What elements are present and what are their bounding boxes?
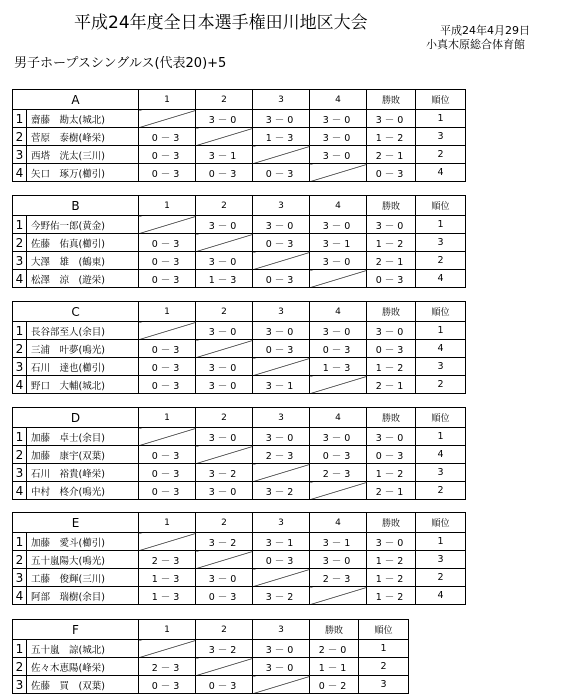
match-score: 2－3 xyxy=(310,464,367,482)
win-loss-record: 3－0 xyxy=(367,533,416,551)
match-score: 0－3 xyxy=(139,252,196,270)
match-score: 2－3 xyxy=(310,569,367,587)
pool-label: C xyxy=(13,302,139,322)
column-header-1: 1 xyxy=(139,620,196,640)
match-score: 3－0 xyxy=(310,110,367,128)
player-name: 加藤 卓士(余目) xyxy=(27,428,139,446)
column-header-1: 1 xyxy=(139,90,196,110)
player-name: 野口 大輔(城北) xyxy=(27,376,139,394)
match-score: 0－3 xyxy=(253,340,310,358)
player-rank: 4 xyxy=(416,270,466,288)
match-score: 3－0 xyxy=(310,252,367,270)
column-header-4: 4 xyxy=(310,196,367,216)
player-rank: 1 xyxy=(359,640,409,658)
match-score: 0－3 xyxy=(139,676,196,694)
player-name: 阿部 瑞樹(余目) xyxy=(27,587,139,605)
match-score: 0－3 xyxy=(139,482,196,500)
win-loss-record: 1－2 xyxy=(367,128,416,146)
player-number: 1 xyxy=(13,640,27,658)
column-header-win-loss: 勝敗 xyxy=(367,196,416,216)
win-loss-record: 3－0 xyxy=(367,216,416,234)
match-score: 0－3 xyxy=(310,340,367,358)
match-score: 0－3 xyxy=(139,270,196,288)
self-match-cell xyxy=(310,164,367,182)
pool-header-row xyxy=(13,620,409,640)
win-loss-record: 2－0 xyxy=(310,640,359,658)
self-match-cell xyxy=(310,482,367,500)
column-header-1: 1 xyxy=(139,196,196,216)
player-number: 2 xyxy=(13,234,27,252)
player-rank: 3 xyxy=(416,234,466,252)
self-match-cell xyxy=(139,533,196,551)
match-score: 3－1 xyxy=(196,146,253,164)
match-score: 3－2 xyxy=(253,587,310,605)
pool-label: E xyxy=(13,513,139,533)
player-number: 4 xyxy=(13,587,27,605)
player-rank: 1 xyxy=(416,110,466,128)
match-score: 0－3 xyxy=(139,128,196,146)
win-loss-record: 1－2 xyxy=(367,551,416,569)
column-header-win-loss: 勝敗 xyxy=(367,302,416,322)
match-score: 1－3 xyxy=(253,128,310,146)
table-row xyxy=(13,658,409,676)
match-score: 3－0 xyxy=(196,252,253,270)
match-score: 0－3 xyxy=(139,358,196,376)
match-score: 0－3 xyxy=(139,464,196,482)
player-number: 2 xyxy=(13,340,27,358)
win-loss-record: 0－2 xyxy=(310,676,359,694)
column-header-3: 3 xyxy=(253,620,310,640)
match-score: 0－3 xyxy=(253,234,310,252)
win-loss-record: 3－0 xyxy=(367,322,416,340)
pool-table-c xyxy=(12,301,466,394)
match-score: 3－0 xyxy=(310,428,367,446)
self-match-cell xyxy=(139,428,196,446)
pool-table-f xyxy=(12,619,409,694)
column-header-rank: 順位 xyxy=(416,196,466,216)
tournament-title: 平成24年度全日本選手権田川地区大会 xyxy=(74,13,368,33)
table-row xyxy=(13,358,466,376)
self-match-cell xyxy=(196,551,253,569)
table-row xyxy=(13,234,466,252)
player-rank: 4 xyxy=(416,164,466,182)
table-row xyxy=(13,676,409,694)
self-match-cell xyxy=(196,128,253,146)
player-rank: 1 xyxy=(416,322,466,340)
match-score: 0－3 xyxy=(139,446,196,464)
column-header-rank: 順位 xyxy=(359,620,409,640)
match-score: 0－3 xyxy=(253,551,310,569)
table-row xyxy=(13,128,466,146)
pool-table-d xyxy=(12,407,466,500)
table-row xyxy=(13,446,466,464)
match-score: 3－0 xyxy=(253,428,310,446)
pool-header-row xyxy=(13,90,466,110)
column-header-4: 4 xyxy=(310,408,367,428)
self-match-cell xyxy=(196,446,253,464)
pool-header-row xyxy=(13,196,466,216)
player-rank: 1 xyxy=(416,216,466,234)
match-score: 3－0 xyxy=(196,110,253,128)
table-row xyxy=(13,428,466,446)
win-loss-record: 1－2 xyxy=(367,234,416,252)
player-number: 4 xyxy=(13,376,27,394)
pool-header-row xyxy=(13,302,466,322)
column-header-2: 2 xyxy=(196,196,253,216)
match-score: 3－0 xyxy=(253,322,310,340)
match-score: 2－3 xyxy=(139,551,196,569)
match-score: 3－1 xyxy=(310,234,367,252)
table-row xyxy=(13,482,466,500)
player-number: 3 xyxy=(13,252,27,270)
column-header-rank: 順位 xyxy=(416,513,466,533)
player-rank: 3 xyxy=(416,128,466,146)
match-score: 1－3 xyxy=(139,587,196,605)
player-name: 西塔 洸太(三川) xyxy=(27,146,139,164)
match-score: 0－3 xyxy=(139,376,196,394)
self-match-cell xyxy=(253,464,310,482)
self-match-cell xyxy=(253,358,310,376)
win-loss-record: 1－2 xyxy=(367,358,416,376)
player-rank: 3 xyxy=(416,551,466,569)
match-score: 3－0 xyxy=(196,569,253,587)
event-venue: 小真木原総合体育館 xyxy=(426,38,525,51)
player-number: 1 xyxy=(13,322,27,340)
player-rank: 2 xyxy=(416,376,466,394)
match-score: 0－3 xyxy=(253,270,310,288)
self-match-cell xyxy=(139,640,196,658)
player-rank: 2 xyxy=(359,658,409,676)
table-row xyxy=(13,569,466,587)
match-score: 3－0 xyxy=(196,216,253,234)
player-name: 今野佑一郎(黄金) xyxy=(27,216,139,234)
match-score: 0－3 xyxy=(196,676,253,694)
player-rank: 1 xyxy=(416,533,466,551)
player-rank: 2 xyxy=(416,252,466,270)
self-match-cell xyxy=(253,569,310,587)
player-rank: 3 xyxy=(416,464,466,482)
pool-label: B xyxy=(13,196,139,216)
player-name: 佐々木恵陽(峰栄) xyxy=(27,658,139,676)
win-loss-record: 3－0 xyxy=(367,110,416,128)
player-number: 1 xyxy=(13,533,27,551)
match-score: 0－3 xyxy=(253,164,310,182)
match-score: 3－0 xyxy=(196,482,253,500)
player-rank: 4 xyxy=(416,340,466,358)
self-match-cell xyxy=(196,234,253,252)
column-header-win-loss: 勝敗 xyxy=(367,90,416,110)
player-number: 2 xyxy=(13,658,27,676)
table-row xyxy=(13,640,409,658)
pool-label: D xyxy=(13,408,139,428)
table-row xyxy=(13,533,466,551)
table-row xyxy=(13,216,466,234)
player-number: 1 xyxy=(13,216,27,234)
player-name: 佐藤 買 (双葉) xyxy=(27,676,139,694)
player-rank: 2 xyxy=(416,482,466,500)
player-number: 4 xyxy=(13,164,27,182)
match-score: 3－0 xyxy=(253,640,310,658)
self-match-cell xyxy=(253,252,310,270)
match-score: 3－0 xyxy=(196,322,253,340)
column-header-win-loss: 勝敗 xyxy=(367,513,416,533)
player-name: 長谷部至人(余目) xyxy=(27,322,139,340)
column-header-1: 1 xyxy=(139,302,196,322)
player-rank: 4 xyxy=(416,446,466,464)
table-row xyxy=(13,110,466,128)
win-loss-record: 0－3 xyxy=(367,164,416,182)
match-score: 3－0 xyxy=(253,658,310,676)
table-row xyxy=(13,270,466,288)
column-header-win-loss: 勝敗 xyxy=(367,408,416,428)
match-score: 1－3 xyxy=(139,569,196,587)
self-match-cell xyxy=(310,270,367,288)
win-loss-record: 1－2 xyxy=(367,569,416,587)
column-header-1: 1 xyxy=(139,408,196,428)
player-number: 3 xyxy=(13,464,27,482)
self-match-cell xyxy=(139,216,196,234)
match-score: 3－2 xyxy=(196,640,253,658)
table-row xyxy=(13,340,466,358)
player-name: 齋藤 勘太(城北) xyxy=(27,110,139,128)
pool-label: F xyxy=(13,620,139,640)
player-rank: 2 xyxy=(416,146,466,164)
match-score: 3－0 xyxy=(196,358,253,376)
player-number: 2 xyxy=(13,551,27,569)
match-score: 3－0 xyxy=(310,551,367,569)
player-name: 加藤 康宇(双葉) xyxy=(27,446,139,464)
match-score: 3－0 xyxy=(253,110,310,128)
player-number: 2 xyxy=(13,446,27,464)
self-match-cell xyxy=(139,110,196,128)
win-loss-record: 0－3 xyxy=(367,340,416,358)
match-score: 3－1 xyxy=(253,376,310,394)
match-score: 0－3 xyxy=(139,164,196,182)
column-header-2: 2 xyxy=(196,302,253,322)
column-header-3: 3 xyxy=(253,302,310,322)
win-loss-record: 2－1 xyxy=(367,252,416,270)
self-match-cell xyxy=(139,322,196,340)
player-name: 五十嵐 諒(城北) xyxy=(27,640,139,658)
column-header-win-loss: 勝敗 xyxy=(310,620,359,640)
match-score: 1－3 xyxy=(196,270,253,288)
player-name: 工藤 俊輝(三川) xyxy=(27,569,139,587)
column-header-3: 3 xyxy=(253,196,310,216)
player-rank: 1 xyxy=(416,428,466,446)
player-name: 菅原 泰樹(峰栄) xyxy=(27,128,139,146)
player-name: 佐藤 佑真(櫛引) xyxy=(27,234,139,252)
pool-header-row xyxy=(13,408,466,428)
match-score: 0－3 xyxy=(139,234,196,252)
match-score: 3－2 xyxy=(253,482,310,500)
player-number: 1 xyxy=(13,110,27,128)
win-loss-record: 3－0 xyxy=(367,428,416,446)
column-header-1: 1 xyxy=(139,513,196,533)
column-header-2: 2 xyxy=(196,513,253,533)
pool-table-e xyxy=(12,512,466,605)
table-row xyxy=(13,587,466,605)
match-score: 2－3 xyxy=(253,446,310,464)
match-score: 3－0 xyxy=(196,376,253,394)
pool-table-a xyxy=(12,89,466,182)
win-loss-record: 1－2 xyxy=(367,587,416,605)
player-number: 1 xyxy=(13,428,27,446)
win-loss-record: 2－1 xyxy=(367,146,416,164)
column-header-3: 3 xyxy=(253,408,310,428)
column-header-2: 2 xyxy=(196,408,253,428)
table-row xyxy=(13,464,466,482)
column-header-4: 4 xyxy=(310,90,367,110)
pool-header-row xyxy=(13,513,466,533)
win-loss-record: 0－3 xyxy=(367,270,416,288)
player-number: 3 xyxy=(13,358,27,376)
match-score: 0－3 xyxy=(196,164,253,182)
player-name: 加藤 愛斗(櫛引) xyxy=(27,533,139,551)
table-row xyxy=(13,164,466,182)
match-score: 3－0 xyxy=(310,216,367,234)
match-score: 3－0 xyxy=(253,216,310,234)
player-name: 石川 達也(櫛引) xyxy=(27,358,139,376)
player-name: 矢口 琢万(櫛引) xyxy=(27,164,139,182)
self-match-cell xyxy=(196,658,253,676)
win-loss-record: 0－3 xyxy=(367,446,416,464)
player-name: 松澤 涼 (遊栄) xyxy=(27,270,139,288)
player-number: 4 xyxy=(13,270,27,288)
column-header-4: 4 xyxy=(310,302,367,322)
match-score: 3－2 xyxy=(196,464,253,482)
player-number: 3 xyxy=(13,146,27,164)
player-name: 三浦 叶夢(鳴光) xyxy=(27,340,139,358)
column-header-rank: 順位 xyxy=(416,408,466,428)
player-name: 中村 柊介(鳴光) xyxy=(27,482,139,500)
player-number: 4 xyxy=(13,482,27,500)
table-row xyxy=(13,146,466,164)
match-score: 3－0 xyxy=(310,322,367,340)
player-name: 五十嵐陽大(鳴光) xyxy=(27,551,139,569)
match-score: 0－3 xyxy=(310,446,367,464)
player-rank: 2 xyxy=(416,569,466,587)
column-header-rank: 順位 xyxy=(416,90,466,110)
win-loss-record: 1－2 xyxy=(367,464,416,482)
match-score: 3－0 xyxy=(196,428,253,446)
match-score: 3－2 xyxy=(196,533,253,551)
column-header-2: 2 xyxy=(196,620,253,640)
win-loss-record: 2－1 xyxy=(367,376,416,394)
self-match-cell xyxy=(310,376,367,394)
self-match-cell xyxy=(196,340,253,358)
player-name: 石川 裕貴(峰栄) xyxy=(27,464,139,482)
table-row xyxy=(13,551,466,569)
table-row xyxy=(13,322,466,340)
player-number: 3 xyxy=(13,676,27,694)
win-loss-record: 1－1 xyxy=(310,658,359,676)
self-match-cell xyxy=(253,146,310,164)
pool-label: A xyxy=(13,90,139,110)
win-loss-record: 2－1 xyxy=(367,482,416,500)
self-match-cell xyxy=(310,587,367,605)
table-row xyxy=(13,252,466,270)
event-date: 平成24年4月29日 xyxy=(440,24,530,37)
table-row xyxy=(13,376,466,394)
match-score: 1－3 xyxy=(310,358,367,376)
player-rank: 3 xyxy=(416,358,466,376)
column-header-rank: 順位 xyxy=(416,302,466,322)
column-header-4: 4 xyxy=(310,513,367,533)
column-header-2: 2 xyxy=(196,90,253,110)
player-rank: 4 xyxy=(416,587,466,605)
column-header-3: 3 xyxy=(253,513,310,533)
player-number: 2 xyxy=(13,128,27,146)
match-score: 3－0 xyxy=(310,128,367,146)
self-match-cell xyxy=(253,676,310,694)
pool-table-b xyxy=(12,195,466,288)
match-score: 0－3 xyxy=(139,340,196,358)
match-score: 3－1 xyxy=(253,533,310,551)
match-score: 3－0 xyxy=(310,146,367,164)
column-header-3: 3 xyxy=(253,90,310,110)
match-score: 0－3 xyxy=(196,587,253,605)
player-rank: 3 xyxy=(359,676,409,694)
match-score: 2－3 xyxy=(139,658,196,676)
player-name: 大澤 雄 (鶴東) xyxy=(27,252,139,270)
player-number: 3 xyxy=(13,569,27,587)
event-category: 男子ホープスシングルス(代表20)+5 xyxy=(14,56,227,71)
match-score: 0－3 xyxy=(139,146,196,164)
match-score: 3－1 xyxy=(310,533,367,551)
